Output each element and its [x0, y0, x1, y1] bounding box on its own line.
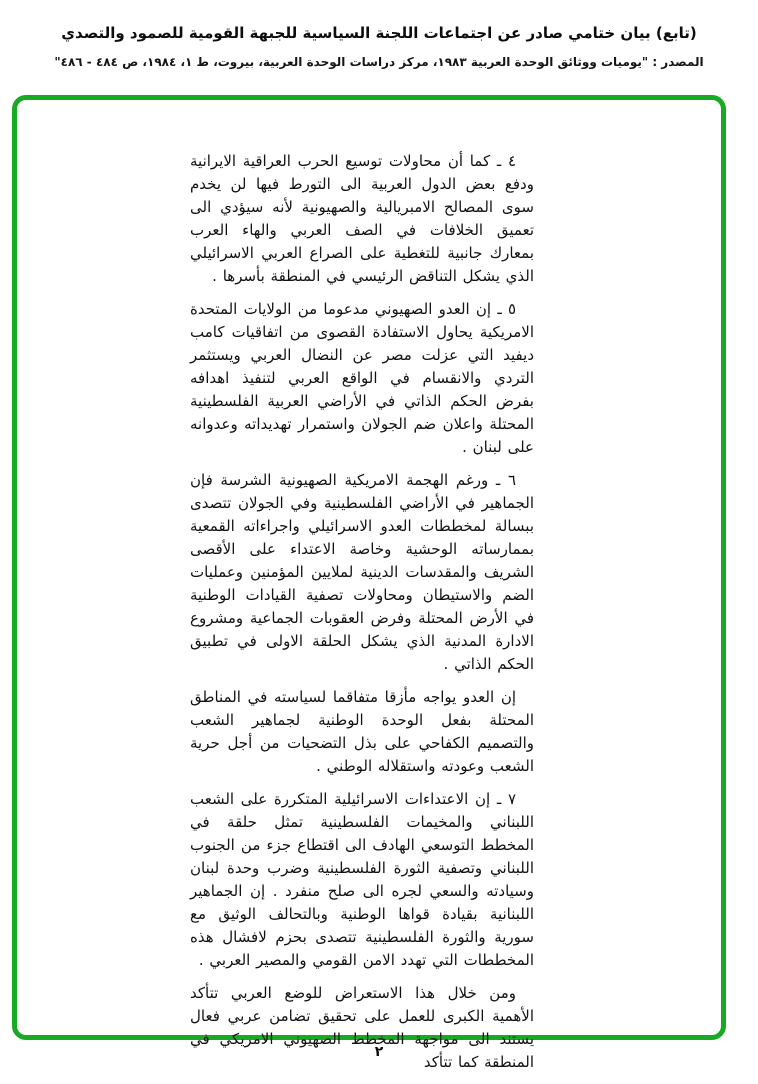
green-border-frame: [12, 95, 726, 1071]
page-number: ٢: [374, 1044, 384, 1060]
body-text-column: [190, 150, 534, 1084]
source-citation: المصدر : "يوميات ووثائق الوحدة العربية ١٩٨٣، مركز دراسات الوحدة العربية، بيروت، ط ١، ١٩٨٤، ص ٤٨٤ - ٤٨٦": [54, 55, 704, 69]
paragraph-item-5: ٥ ـ إن العدو الصهيوني مدعوما من الولايات المتحدة الامريكية يحاول الاستفادة القصوى من اتفاقيات كامب ديفيد التي عزلت مصر عن النضال العربي ويستثمر التردي والانقسام في الواقع العربي لتنفيذ اهدافه بفرض الحكم الذاتي في الأراضي العربية الفلسطينية المحتلة واعلان ضم الجولان واستمرار تهديداته وعدوانه على لبنان .: [190, 300, 534, 456]
paragraph-item-6: ٦ ـ ورغم الهجمة الامريكية الصهيونية الشرسة فإن الجماهير في الأراضي الفلسطينية وفي الجولان تتصدى ببسالة لمخططات العدو الاسرائيلي واجراءاته القمعية بممارساته الوحشية وخاصة الاعتداء على الأقصى الشريف والمقدسات الدينية لملايين المؤمنين وعمليات الضم والاستيطان ومحاولات تصفية القيادات الوطنية في الأرض المحتلة وفرض العقوبات الجماعية ومشروع الادارة المدنية الذي يشكل الحلقة الاولى في تطبيق الحكم الذاتي .: [190, 471, 534, 673]
paragraph-item-7: ٧ ـ إن الاعتداءات الاسرائيلية المتكررة على الشعب اللبناني والمخيمات الفلسطينية تمثل حلقة في المخطط التوسعي الهادف الى اقتطاع جزء من الجنوب اللبناني وتصفية الثورة الفلسطينية وضرب وحدة لبنان وسيادته والسعي لجره الى صلح منفرد . إن الجماهير اللبنانية بقيادة قواها الوطنية وبالتحالف الوثيق مع سورية والثورة الفلسطينية تتصدى بحزم لافشال هذه المخططات التي تهدد الامن القومي والمصير العربي .: [190, 790, 534, 969]
paragraph-item-4: ٤ ـ كما أن محاولات توسيع الحرب العراقية الايرانية ودفع بعض الدول العربية الى التورط فيها لن يخدم سوى المصالح الامبريالية والصهيونية لأنه سيؤدي الى تعميق الخلافات في الصف العربي والهاء العرب بمعارك جانبية للتغطية على الصراع العربي الاسرائيلي الذي يشكل التناقض الرئيسي في المنطقة بأسرها .: [190, 152, 534, 285]
paragraph-closing-review: ومن خلال هذا الاستعراض للوضع العربي تتأكد الأهمية الكبرى للعمل على تحقيق تضامن عربي فعال يستند الى مواجهة المخطط الصهيوني الامريكي في المنطقة كما تتأكد: [190, 984, 534, 1071]
paragraph-unnumbered-enemy-crisis: إن العدو يواجه مأزقا متفاقما لسياسته في المناطق المحتلة بفعل الوحدة الوطنية لجماهير الشعب والتصميم الكفاحي على بذل التضحيات من أجل حرية الشعب وعودته واستقلاله الوطني .: [190, 688, 534, 775]
document-header: [0, 22, 758, 70]
document-title: (تابع) بيان ختامي صادر عن اجتماعات اللجنة السياسية للجبهة القومية للصمود والتصدي: [61, 24, 697, 42]
